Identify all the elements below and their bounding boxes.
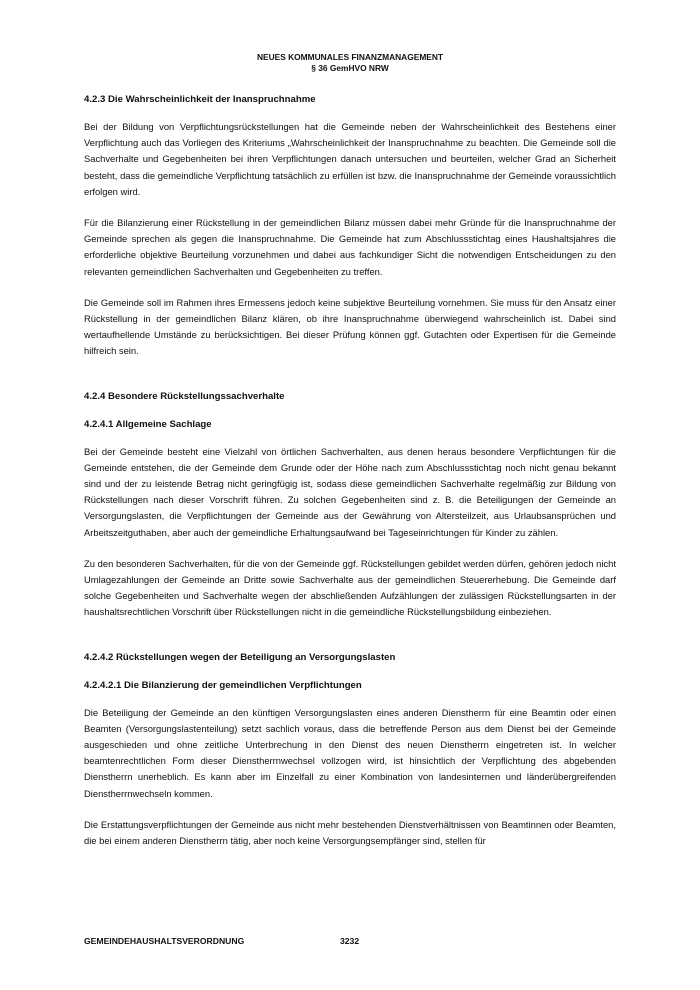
paragraph: Die Gemeinde soll im Rahmen ihres Ermessens jedoch keine subjektive Beurteilung vornehmen. Sie muss für den Ansatz einer Rückstellung in der gemeindlichen Bilanz klären, ob ihre Inanspruchnahme überwiegend wahrscheinlich ist. Dabei sind wertaufhellende Umstände zu berücksichtigen. Bei dieser Prüfung können ggf. Gutachten oder Expertisen für die Gemeinde hilfreich sein.	[84, 296, 616, 357]
heading-4-2-4-1: 4.2.4.1 Allgemeine Sachlage	[84, 418, 212, 430]
heading-4-2-4: 4.2.4 Besondere Rückstellungssachverhalte	[84, 390, 285, 402]
paragraph: Bei der Bildung von Verpflichtungsrückstellungen hat die Gemeinde neben der Wahrscheinlichkeit des Bestehens einer Verpflichtung auch das Vorliegen des Kriteriums „Wahrscheinlichkeit der Inanspruchnahme zu beachten. Die Gemeinde soll die Sachverhalte und Gegebenheiten bei ihren Verpflichtungen danach untersuchen und beurteilen, welcher Grad an Sicherheit besteht, dass die gemeindliche Verpflichtung tatsächlich zu erfüllen ist bzw. die Inanspruchnahme der Gemeinde voraussichtlich erfolgen wird.	[84, 121, 616, 197]
paragraph: Bei der Gemeinde besteht eine Vielzahl von örtlichen Sachverhalten, aus denen heraus besondere Verpflichtungen für die Gemeinde entstehen, die der Gemeinde dem Grunde oder der Höhe nach zum Abschlussstichtag noch nicht genau bekannt sind und der zu leistende Betrag nicht geringfügig ist, sodass diese gemeindlichen Sachverhalte regelmäßig zur Bildung von Rückstellungen nach dieser Vorschrift führen. Zu solchen Gegebenheiten sind z. B. die Beteiligungen der Gemeinde an Versorgungslasten, die Verpflichtungen der Gemeinde aus der Gewährung von Altersteilzeit, aus Urlaubsansprüchen und Arbeitszeitguthaben, aber auch der gemeindliche Erhaltungsaufwand bei Tageseinrichtungen für Kinder zu zählen.	[84, 445, 616, 538]
paragraph: Zu den besonderen Sachverhalten, für die von der Gemeinde ggf. Rückstellungen gebildet werden dürfen, gehören jedoch nicht Umlagezahlungen der Gemeinde an Dritte sowie Sachverhalte aus der gemeindlichen Steuererhebung. Die Gemeinde darf solche Gegebenheiten und Sachverhalte wegen der abschließenden Aufzählungen der zulässigen Rückstellungsarten in der haushaltsrechtlichen Vorschrift über Rückstellungen nicht in die gemeindliche Rückstellungsbildung einbeziehen.	[84, 557, 616, 618]
paragraph: Für die Bilanzierung einer Rückstellung in der gemeindlichen Bilanz müssen dabei mehr Gründe für die Inanspruchnahme der Gemeinde sprechen als gegen die Inanspruchnahme. Die Gemeinde hat zum Abschlussstichtag eines Haushaltsjahres die erforderliche objektive Beurteilung vorzunehmen und dabei aus fachkundiger Sicht die notwendigen Entscheidungen zu den relevanten gemeindlichen Sachverhalten und Gegebenheiten zu treffen.	[84, 217, 616, 277]
heading-4-2-3: 4.2.3 Die Wahrscheinlichkeit der Inanspruchnahme	[84, 94, 316, 105]
header-title: NEUES KOMMUNALES FINANZMANAGEMENT	[256, 52, 444, 62]
header-paragraph-ref: § 36 GemHVO NRW	[311, 63, 389, 73]
heading-4-2-4-2-1: 4.2.4.2.1 Die Bilanzierung der gemeindlichen Verpflichtungen	[84, 679, 362, 691]
paragraph: Die Beteiligung der Gemeinde an den künftigen Versorgungslasten eines anderen Dienstherrn für eine Beamtin oder einen Beamten (Versorgungslastenteilung) setzt sachlich voraus, dass die betreffende Person aus dem Dienst bei der Gemeinde ausgeschieden und ohne zeitliche Unterbrechung in den Dienst des neuen Dienstherrn eingetreten ist. In welcher beamtenrechtlichen Form dieser Dienstherrnwechsel vollzogen wird, ist hinsichtlich der Verpflichtung des abgebenden Dienstherrn unerheblich. Es kann aber im Einzelfall zu einer Kombination von landesinternen und länderübergreifenden Dienstherrnwechseln kommen.	[84, 706, 616, 799]
heading-4-2-4-2: 4.2.4.2 Rückstellungen wegen der Beteiligung an Versorgungslasten	[84, 651, 396, 663]
document-page	[84, 52, 616, 849]
page-number: 3232	[340, 936, 360, 946]
running-header	[84, 52, 616, 74]
footer-title: GEMEINDEHAUSHALTSVERORDNUNG	[84, 936, 245, 946]
paragraph: Die Erstattungsverpflichtungen der Gemeinde aus nicht mehr bestehenden Dienstverhältnissen von Beamtinnen oder Beamten, die bei einem anderen Dienstherrn tätig, aber noch keine Versorgungsempfänger sind, stellen für	[84, 818, 616, 847]
